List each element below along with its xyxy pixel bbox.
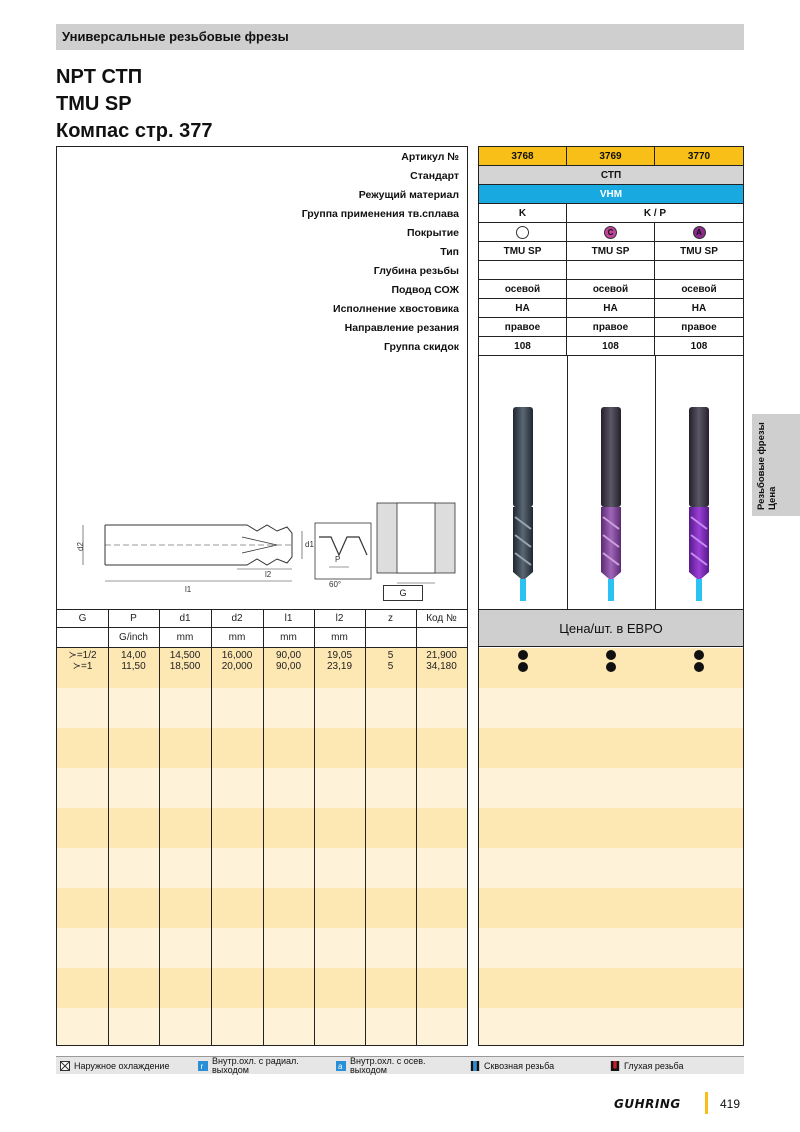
title-type: TMU SP: [56, 93, 132, 115]
type-col2: TMU SP: [567, 242, 655, 261]
prop-label-discount: Группа скидок: [384, 341, 459, 353]
prop-label-depth: Глубина резьбы: [373, 265, 459, 277]
availability-dot: [694, 650, 704, 660]
col-header-l2: l2: [335, 613, 344, 624]
legend-blind: Глухая резьба: [610, 1057, 683, 1075]
type-col3: TMU SP: [655, 242, 743, 261]
direction-col1: правое: [479, 318, 567, 337]
article-3768: 3768: [479, 147, 567, 166]
label-angle: 60°: [329, 580, 342, 589]
coolant-col2: осевой: [567, 280, 655, 299]
type-col1: TMU SP: [479, 242, 567, 261]
unit-l1: mm: [280, 632, 297, 643]
legend-radial: r Внутр.охл. с радиал. выходом: [198, 1057, 318, 1075]
title-standard: NPT СТП: [56, 66, 143, 88]
availability-dot: [694, 662, 704, 672]
standard-cell: СТП: [479, 166, 743, 185]
legend-bar: [56, 1056, 744, 1074]
shank-col3: HA: [655, 299, 743, 318]
availability-dot: [606, 662, 616, 672]
legend-through: Сквозная резьба: [470, 1057, 554, 1075]
shank-col1: HA: [479, 299, 567, 318]
tool-drawing: [77, 507, 457, 597]
prop-label-shank: Исполнение хвостовика: [333, 303, 459, 315]
col-header-code: Код №: [426, 613, 457, 624]
article-3769: 3769: [567, 147, 655, 166]
category-title: Универсальные резьбовые фрезы: [62, 29, 289, 44]
blind-thread-icon: [610, 1061, 620, 1071]
tool-image-3769: [597, 407, 625, 607]
coating-col2: [567, 223, 655, 242]
depth-col3: [655, 261, 743, 280]
svg-text:r: r: [200, 1062, 204, 1071]
application-col1: K: [479, 204, 567, 223]
discount-col2: 108: [567, 337, 655, 356]
tool-image-3768: [509, 407, 537, 607]
through-thread-icon: [470, 1061, 480, 1071]
material-cell: VHM: [479, 185, 743, 204]
left-spec-panel: Артикул № Стандарт Режущий материал Группа применения тв.сплава Покрытие Тип Глубина резьбы Подвод СОЖ Исполнение хвостовика Направление резания Группа скидок d2 l1 l2 d1 P 60° G G P d1 d2 l1 l2 z Код № G/inch mm mm mm mm ≻=1/2 14,00 14,500 16,000 90,00 19,05 5 21,900 ≻=1 11,50 18,500 20,000 90,00 23,19 5 34,180: [56, 146, 468, 1046]
shank-col2: HA: [567, 299, 655, 318]
col-header-d2: d2: [231, 613, 243, 624]
prop-label-standard: Стандарт: [410, 170, 459, 182]
price-header: Цена/шт. в ЕВРО: [479, 609, 743, 647]
article-3770: 3770: [655, 147, 743, 166]
label-l2: l2: [265, 570, 272, 579]
unit-d2: mm: [228, 632, 246, 643]
col-header-p: P: [130, 613, 137, 624]
page-number: 419: [720, 1097, 741, 1111]
coating-none-icon: [516, 226, 529, 239]
discount-col1: 108: [479, 337, 567, 356]
unit-d1: mm: [176, 632, 194, 643]
prop-label-material: Режущий материал: [358, 189, 459, 201]
col-header-z: z: [388, 613, 393, 624]
label-g: G: [383, 585, 423, 601]
coolant-col1: осевой: [479, 280, 567, 299]
label-p: P: [335, 555, 341, 564]
axial-cooling-icon: [336, 1061, 346, 1071]
col-header-g: G: [78, 613, 87, 624]
prop-label-direction: Направление резания: [344, 322, 459, 334]
svg-text:a: a: [338, 1062, 343, 1071]
unit-l2: mm: [331, 632, 348, 643]
prop-label-application: Группа применения тв.сплава: [301, 208, 459, 220]
depth-col1: [479, 261, 567, 280]
discount-col3: 108: [655, 337, 743, 356]
application-col23: K / P: [567, 204, 743, 223]
prop-label-article: Артикул №: [401, 151, 459, 163]
availability-dot: [518, 650, 528, 660]
legend-axial: a Внутр.охл. с осев. выходом: [338, 1056, 426, 1075]
tool-image-3770: [685, 407, 713, 607]
availability-dot: [518, 662, 528, 672]
col-header-l1: l1: [284, 613, 293, 624]
legend-external: Наружное охлаждение: [60, 1057, 169, 1075]
brand-logo: GUHRING: [614, 1097, 681, 1111]
radial-cooling-icon: [198, 1061, 208, 1071]
coating-col1: [479, 223, 567, 242]
label-d1: d1: [305, 540, 314, 549]
coolant-col3: осевой: [655, 280, 743, 299]
right-article-panel: [478, 146, 744, 1046]
coating-a-icon: A: [693, 226, 706, 239]
col-header-d1: d1: [179, 613, 191, 624]
direction-col2: правое: [567, 318, 655, 337]
coating-col3: [655, 223, 743, 242]
availability-dot: [606, 650, 616, 660]
footer-separator: [705, 1092, 708, 1114]
prop-label-coolant: Подвод СОЖ: [391, 284, 459, 296]
coating-c-icon: C: [604, 226, 617, 239]
prop-label-coating: Покрытие: [406, 227, 459, 239]
label-l1: l1: [185, 585, 192, 594]
prop-label-type: Тип: [440, 246, 459, 258]
side-tab-label: Резьбовые фрезы Цена: [756, 422, 778, 510]
side-tab[interactable]: [752, 414, 800, 516]
unit-p: G/inch: [119, 632, 148, 643]
title-compass: Компас стр. 377: [56, 120, 213, 142]
depth-col2: [567, 261, 655, 280]
external-cooling-icon: [60, 1061, 70, 1071]
label-d2: d2: [76, 542, 85, 551]
product-titles: [56, 64, 212, 145]
category-header: [56, 24, 744, 50]
direction-col3: правое: [655, 318, 743, 337]
